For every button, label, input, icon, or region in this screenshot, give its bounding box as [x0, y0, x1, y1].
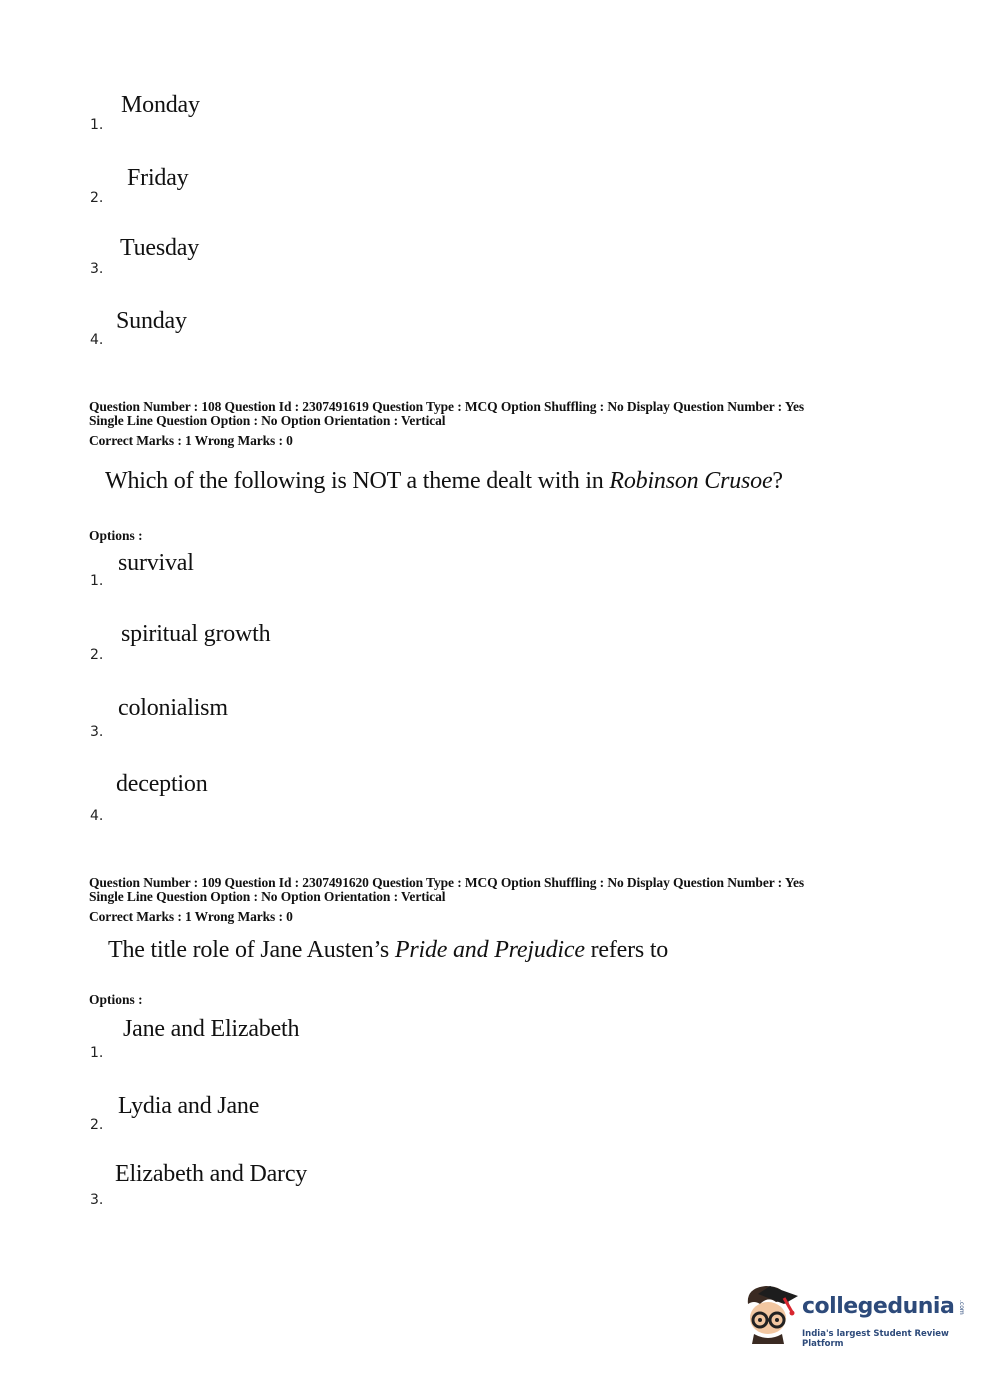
option-number: 1. [90, 573, 104, 589]
option-text: Sunday [116, 308, 187, 334]
options-label: Options : [89, 528, 143, 543]
option-text: Monday [121, 92, 200, 118]
mascot-icon [740, 1282, 804, 1352]
question-text: Which of the following is NOT a theme dealt with in Robinson Crusoe? [105, 468, 783, 494]
option-number: 2. [90, 1117, 104, 1133]
question-marks: Correct Marks : 1 Wrong Marks : 0 [89, 433, 293, 448]
option-text: colonialism [118, 695, 228, 721]
option-text: spiritual growth [121, 621, 271, 647]
option-number: 3. [90, 261, 104, 277]
option-text: survival [118, 550, 194, 576]
logo-tagline: India's largest Student Review Platform [802, 1329, 949, 1349]
collegedunia-logo [740, 1280, 970, 1360]
question-marks: Correct Marks : 1 Wrong Marks : 0 [89, 909, 293, 924]
option-number: 4. [90, 808, 104, 824]
option-number: 3. [90, 724, 104, 740]
option-text: Lydia and Jane [118, 1093, 260, 1119]
option-text: Friday [127, 165, 189, 191]
option-number: 1. [90, 117, 104, 133]
question-meta-orientation: Single Line Question Option : No Option Orientation : Vertical [89, 413, 446, 428]
option-number: 2. [90, 647, 104, 663]
logo-wordmark: collegedunia [802, 1294, 955, 1319]
question-meta: Question Number : 109 Question Id : 2307491620 Question Type : MCQ Option Shuffling : No Display Question Number : Yes [89, 875, 805, 890]
logo-suffix: .com [958, 1300, 965, 1315]
question-meta: Question Number : 108 Question Id : 2307491619 Question Type : MCQ Option Shuffling : No Display Question Number : Yes [89, 399, 805, 414]
question-text: The title role of Jane Austen’s Pride and Prejudice refers to [108, 937, 669, 963]
option-number: 4. [90, 332, 104, 348]
option-number: 1. [90, 1045, 104, 1061]
option-text: Jane and Elizabeth [123, 1016, 300, 1042]
option-text: deception [116, 771, 208, 797]
option-number: 2. [90, 190, 104, 206]
options-label: Options : [89, 992, 143, 1007]
question-meta-orientation: Single Line Question Option : No Option Orientation : Vertical [89, 889, 446, 904]
option-text: Tuesday [120, 235, 200, 261]
option-text: Elizabeth and Darcy [115, 1161, 308, 1187]
option-number: 3. [90, 1192, 104, 1208]
